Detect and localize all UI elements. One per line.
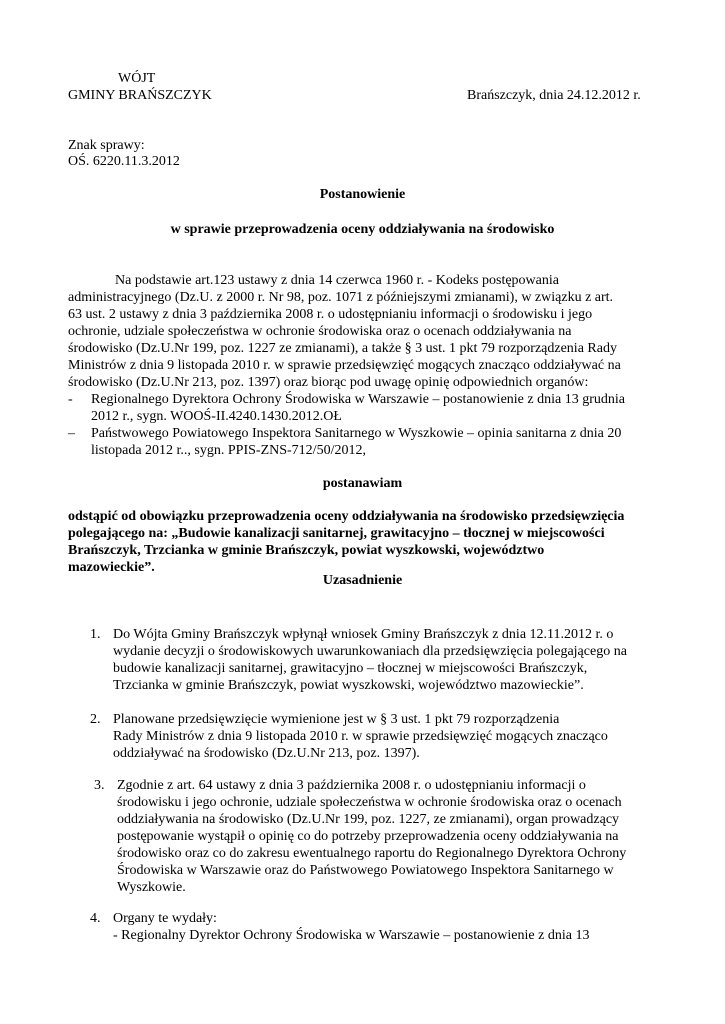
point-line: oddziaływania na środowisko (Dz.U.Nr 199, poz. 1227, ze zmianami), organ prowadzący bbox=[117, 812, 620, 827]
point-number: 4. bbox=[90, 911, 101, 926]
case-number: OŚ. 6220.11.3.2012 bbox=[68, 154, 180, 169]
point-line: budowie kanalizacji sanitarnej, grawitacyjno – tłocznej w miejscowości Brańszczyk, bbox=[113, 661, 588, 676]
intro-line: środowisko (Dz.U.Nr 199, poz. 1227 ze zmianami), a także § 3 ust. 1 pkt 79 rozporządzenia Rady bbox=[68, 341, 617, 356]
document-title: Postanowienie bbox=[319, 187, 406, 202]
decision-word: postanawiam bbox=[322, 476, 403, 491]
opinion-line: listopada 2012 r.., sygn. PPIS-ZNS-712/50/2012, bbox=[91, 443, 366, 458]
point-line: Organy te wydały: bbox=[113, 911, 217, 926]
decision-line: odstąpić od obowiązku przeprowadzenia oceny oddziaływania na środowisko przedsięwzięcia bbox=[68, 509, 625, 524]
intro-line: ochronie, udziale społeczeństwa w ochronie środowiska oraz o ocenach oddziaływania na bbox=[68, 324, 572, 339]
point-line: Trzcianka w gminie Brańszczyk, powiat wyszkowski, województwo mazowieckie”. bbox=[113, 678, 584, 693]
point-line: Planowane przedsięwzięcie wymienione jest w § 3 ust. 1 pkt 79 rozporządzenia bbox=[113, 712, 560, 727]
point-line: Wyszkowie. bbox=[117, 880, 186, 895]
point-number: 2. bbox=[90, 712, 101, 727]
intro-line: Ministrów z dnia 9 listopada 2010 r. w sprawie przedsięwzięć mogących znacząco oddziaływać na bbox=[68, 358, 621, 373]
intro-line: 63 ust. 2 ustawy z dnia 3 października 2008 r. o udostępnianiu informacji o środowisku i jego bbox=[68, 307, 593, 322]
point-line: środowisko oraz co do zakresu ewentualnego raportu do Regionalnego Dyrektora Ochrony bbox=[117, 846, 627, 861]
point-line: Środowiska w Warszawie oraz do Państwowego Powiatowego Inspektora Sanitarnego w bbox=[117, 863, 614, 878]
opinion-line: Państwowego Powiatowego Inspektora Sanitarnego w Wyszkowie – opinia sanitarna z dnia 20 bbox=[91, 426, 622, 441]
list-dash: - bbox=[68, 392, 73, 407]
point-number: 3. bbox=[94, 778, 105, 793]
point-line: Do Wójta Gminy Brańszczyk wpłynął wniosek Gminy Brańszczyk z dnia 12.11.2012 r. o bbox=[113, 627, 614, 642]
place-date: Brańszczyk, dnia 24.12.2012 r. bbox=[467, 88, 641, 103]
decision-line: polegającego na: „Budowie kanalizacji sanitarnej, grawitacyjno – tłocznej w miejscowości bbox=[68, 526, 605, 541]
point-line: Zgodnie z art. 64 ustawy z dnia 3 października 2008 r. o udostępnianiu informacji o bbox=[117, 778, 586, 793]
opinion-line: 2012 r., sygn. WOOŚ-II.4240.1430.2012.OŁ bbox=[91, 409, 342, 424]
point-line: postępowanie wystąpił o opinię co do potrzeby przeprowadzenia oceny oddziaływania na bbox=[117, 829, 619, 844]
point-line: oddziaływać na środowisko (Dz.U.Nr 213, poz. 1397). bbox=[113, 746, 420, 761]
intro-line: administracyjnego (Dz.U. z 2000 r. Nr 98, poz. 1071 z późniejszymi zmianami), w związku z art. bbox=[68, 290, 614, 305]
justification-title: Uzasadnienie bbox=[322, 573, 403, 588]
intro-line: Na podstawie art.123 ustawy z dnia 14 czerwca 1960 r. - Kodeks postępowania bbox=[115, 273, 559, 288]
opinion-line: Regionalnego Dyrektora Ochrony Środowiska w Warszawie – postanowienie z dnia 13 grudnia bbox=[91, 392, 625, 407]
point-line: Rady Ministrów z dnia 9 listopada 2010 r. w sprawie przedsięwzięć mogących znacząco bbox=[113, 729, 608, 744]
point-line: wydanie decyzji o środowiskowych uwarunkowaniach dla przedsięwzięcia polegającego na bbox=[113, 644, 627, 659]
authority-title: WÓJT bbox=[118, 71, 156, 86]
point-line: środowisku i jego ochronie, udziale społeczeństwa w ochronie środowiska oraz o ocenach bbox=[117, 795, 622, 810]
decision-line: Brańszczyk, Trzcianka w gminie Brańszczyk, powiat wyszkowski, województwo bbox=[68, 543, 545, 558]
case-label: Znak sprawy: bbox=[68, 138, 145, 153]
point-line: - Regionalny Dyrektor Ochrony Środowiska w Warszawie – postanowienie z dnia 13 bbox=[113, 928, 590, 943]
document-subtitle: w sprawie przeprowadzenia oceny oddziaływania na środowisko bbox=[170, 222, 555, 237]
decision-line: mazowieckie”. bbox=[68, 560, 155, 575]
point-number: 1. bbox=[90, 627, 101, 642]
authority-name: GMINY BRAŃSZCZYK bbox=[68, 88, 212, 103]
intro-line: środowisko (Dz.U.Nr 213, poz. 1397) oraz biorąc pod uwagę opinię odpowiednich organów: bbox=[68, 375, 589, 390]
list-dash: – bbox=[68, 426, 75, 441]
